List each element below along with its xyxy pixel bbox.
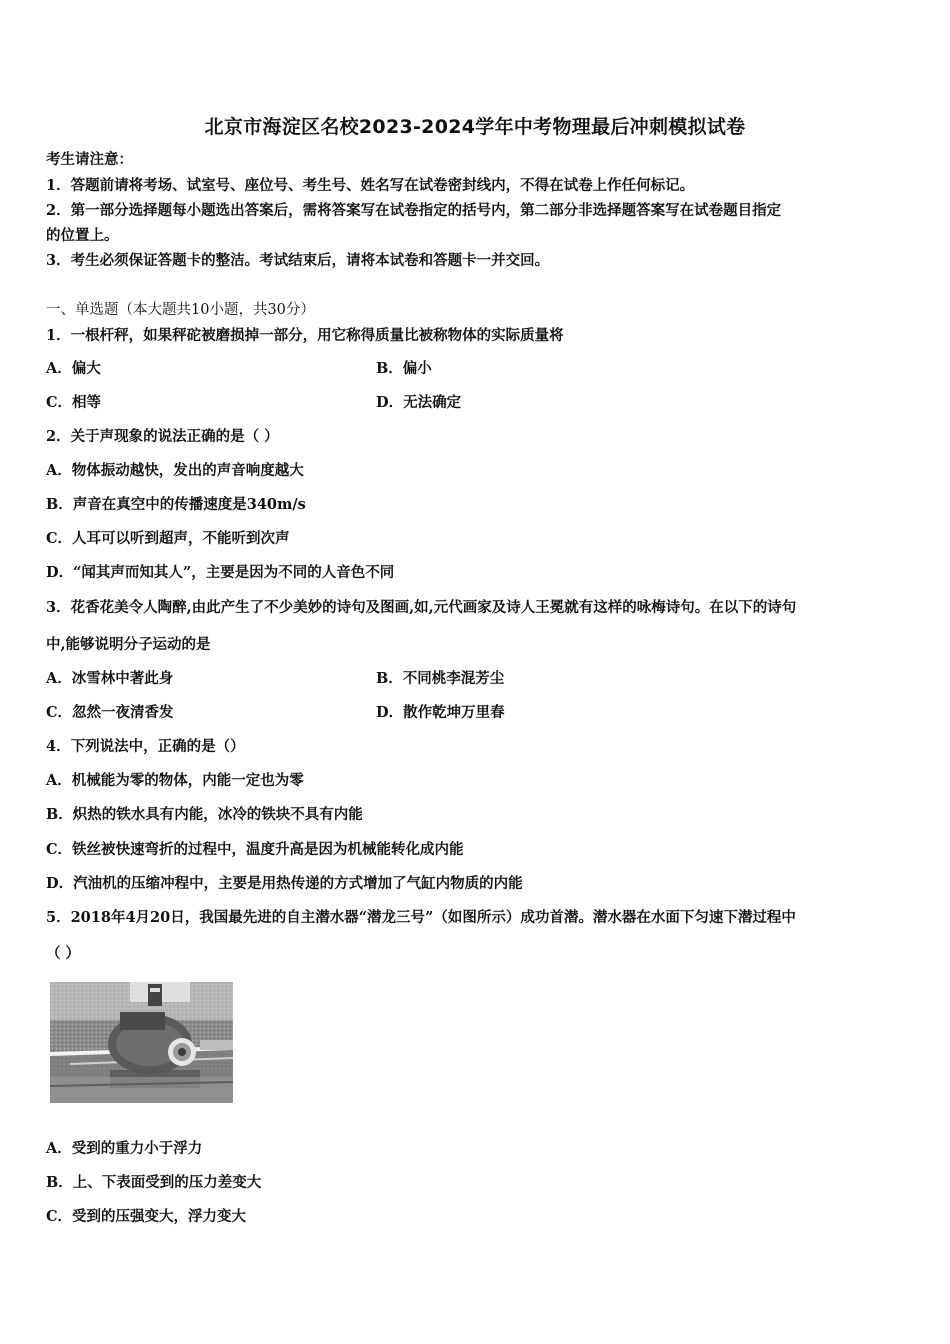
q1-option-c: C．相等 <box>46 394 102 411</box>
q3-option-b: B．不同桃李混芳尘 <box>376 670 505 687</box>
q2-stem: 2．关于声现象的说法正确的是（ ） <box>46 428 279 445</box>
q4-option-b: B．炽热的铁水具有内能，冰冷的铁块不具有内能 <box>46 806 363 823</box>
q4-option-c: C．铁丝被快速弯折的过程中，温度升高是因为机械能转化成内能 <box>46 841 464 858</box>
q1-option-b: B．偏小 <box>376 360 432 377</box>
q1-option-a: A．偏大 <box>46 360 101 377</box>
q5-option-a: A．受到的重力小于浮力 <box>46 1140 203 1157</box>
notice-heading: 考生请注意： <box>46 151 133 168</box>
q4-stem: 4．下列说法中，正确的是（） <box>46 738 245 755</box>
q5-stem: 5．2018年4月20日，我国最先进的自主潜水器“潜龙三号”（如图所示）成功首潜。潜水器在水面下匀速下潜过程中 <box>46 909 796 926</box>
q1-option-d: D．无法确定 <box>376 394 462 411</box>
q2-option-d: D．“闻其声而知其人”，主要是因为不同的人音色不同 <box>46 564 395 581</box>
notice-item-2: 2．第一部分选择题每小题选出答案后，需将答案写在试卷指定的括号内，第二部分非选择题答案写在试卷题目指定 <box>46 202 782 219</box>
q4-option-a: A．机械能为零的物体，内能一定也为零 <box>46 772 304 789</box>
section-heading: 一、单选题（本大题共10小题，共30分） <box>46 302 315 318</box>
q2-option-c: C．人耳可以听到超声，不能听到次声 <box>46 530 290 547</box>
q3-option-c: C．忽然一夜清香发 <box>46 704 174 721</box>
notice-item-2-cont: 的位置上。 <box>46 227 119 244</box>
submersible-photo <box>50 982 233 1103</box>
q2-option-a: A．物体振动越快，发出的声音响度越大 <box>46 462 304 479</box>
notice-item-1: 1．答题前请将考场、试室号、座位号、考生号、姓名写在试卷密封线内，不得在试卷上作任何标记。 <box>46 177 695 194</box>
q3-stem: 3．花香花美令人陶醉,由此产生了不少美妙的诗句及图画,如,元代画家及诗人王冕就有这样的咏梅诗句。在以下的诗句 <box>46 599 797 616</box>
q1-stem: 1．一根杆秤，如果秤砣被磨损掉一部分，用它称得质量比被称物体的实际质量将 <box>46 327 564 344</box>
q2-option-b: B．声音在真空中的传播速度是340m/s <box>46 496 306 513</box>
page-title: 北京市海淀区名校2023-2024学年中考物理最后冲刺模拟试卷 <box>204 116 746 138</box>
q5-option-b: B．上、下表面受到的压力差变大 <box>46 1174 262 1191</box>
notice-item-3: 3．考生必须保证答题卡的整洁。考试结束后，请将本试卷和答题卡一并交回。 <box>46 252 550 269</box>
q4-option-d: D．汽油机的压缩冲程中，主要是用热传递的方式增加了气缸内物质的内能 <box>46 875 523 892</box>
q5-option-c: C．受到的压强变大，浮力变大 <box>46 1208 247 1225</box>
q3-stem-cont: 中,能够说明分子运动的是 <box>46 636 211 653</box>
q3-option-d: D．散作乾坤万里春 <box>376 704 505 721</box>
q5-stem-cont: （ ） <box>46 945 81 962</box>
q3-option-a: A．冰雪林中著此身 <box>46 670 174 687</box>
